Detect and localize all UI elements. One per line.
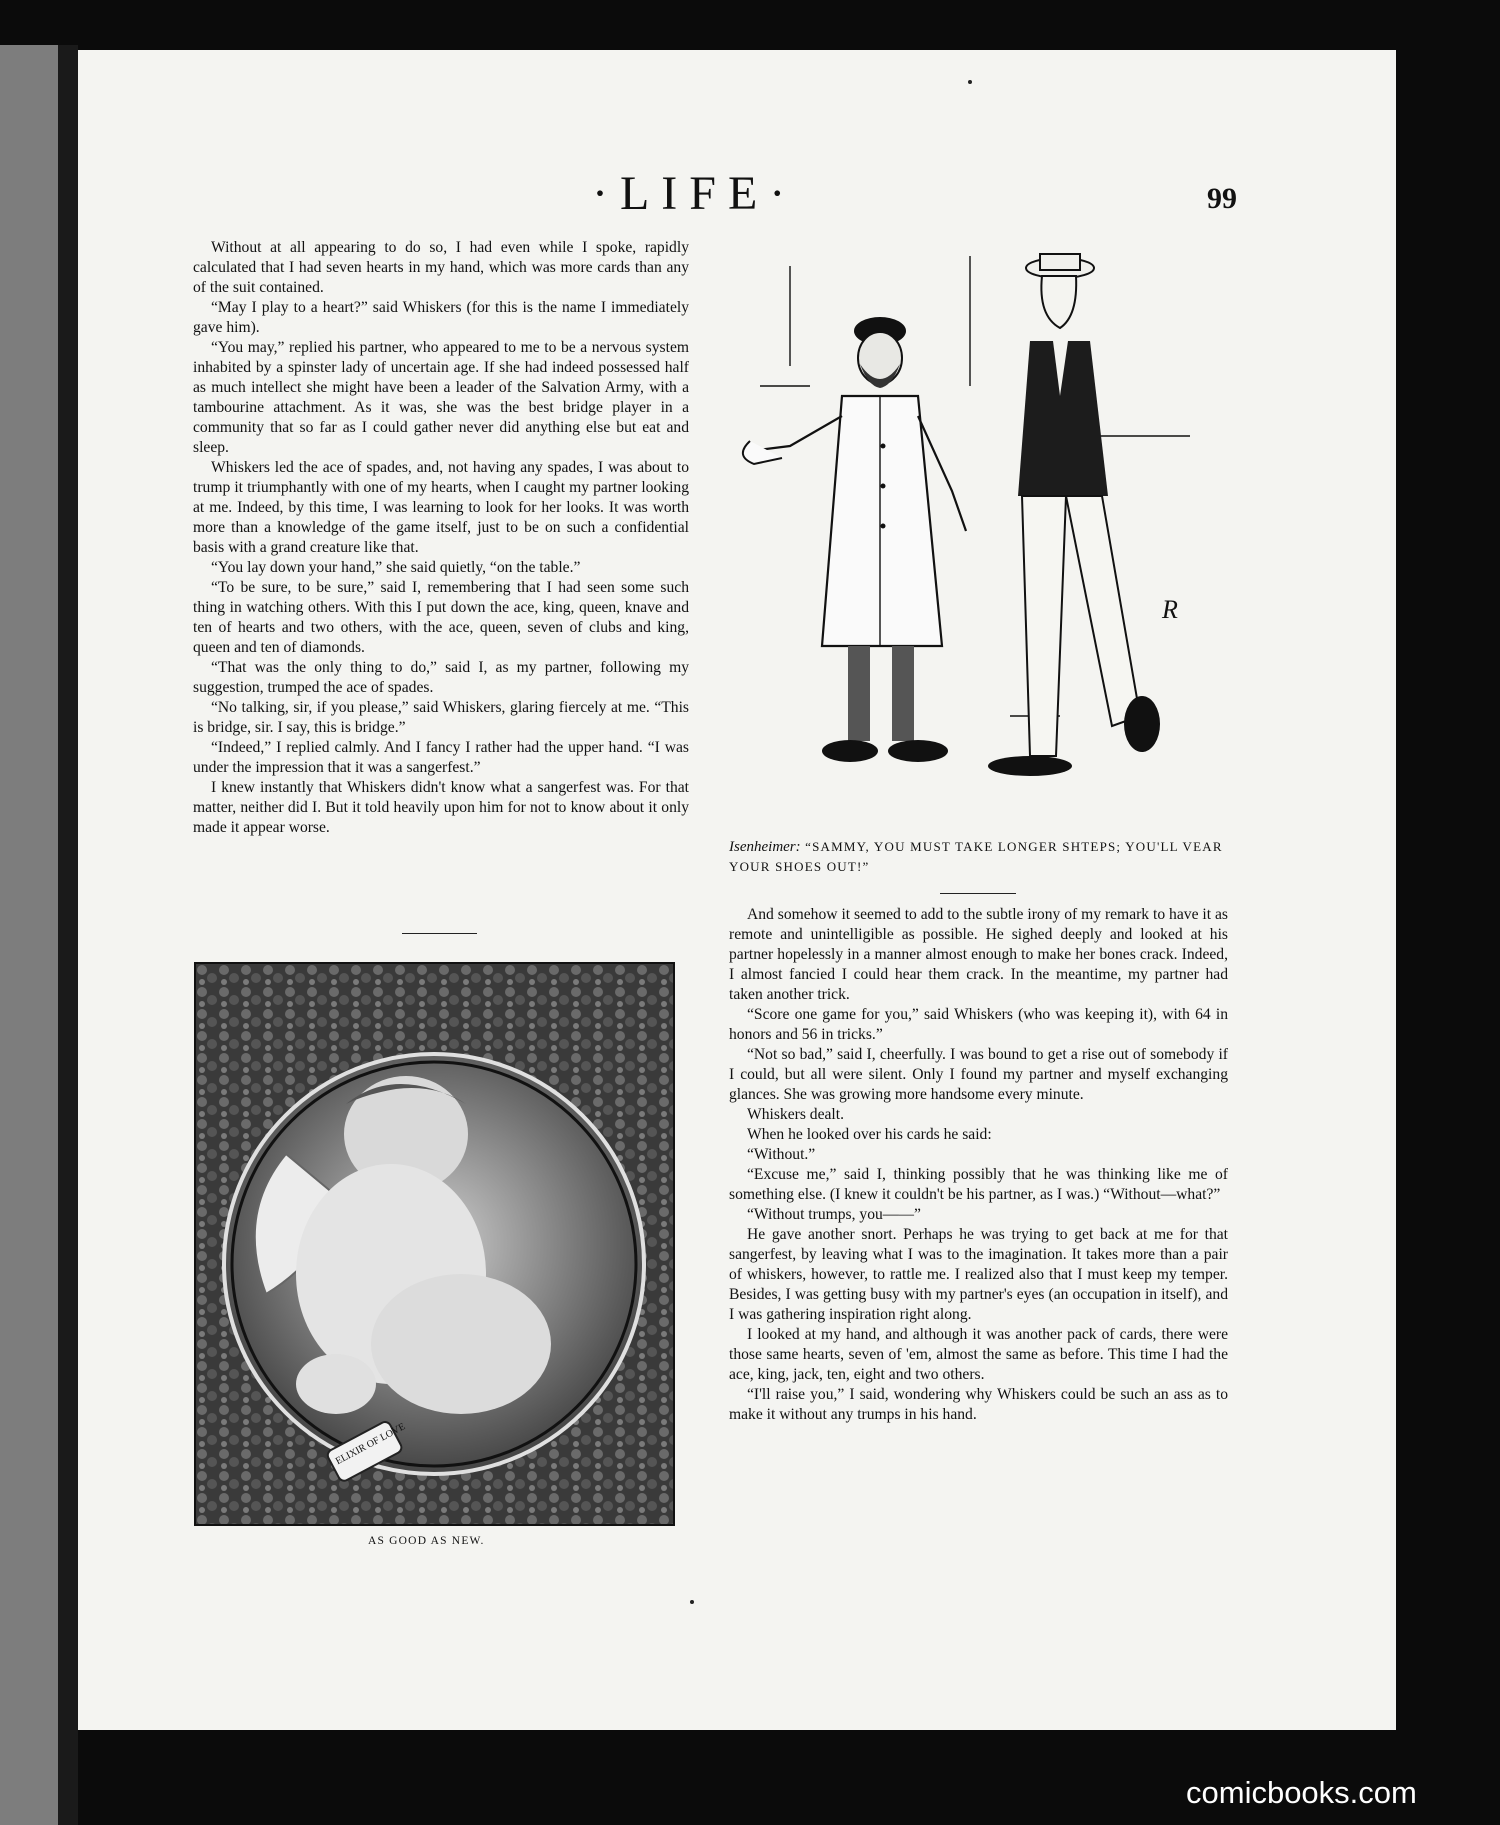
paragraph: “Indeed,” I replied calmly. And I fancy I rather had the upper hand. “I was under the impression that it was a sangerfest.” (193, 739, 689, 776)
paragraph: Without at all appearing to do so, I had even while I spoke, rapidly calculated that I had seven hearts in my hand, which was more cards than any of the suit contained. (193, 239, 689, 296)
paragraph: “Score one game for you,” said Whiskers (who was keeping it), with 64 in honors and 56 in tricks.” (729, 1006, 1228, 1043)
paragraph: “You lay down your hand,” she said quietly, “on the table.” (211, 559, 581, 576)
bottle-label-text: ELIXIR OF LOVE (333, 1421, 408, 1468)
paragraph: I looked at my hand, and although it was another pack of cards, there were those same hearts, seven of 'em, almost the same as before. This time I had the ace, king, jack, ten, eight and two others. (729, 1326, 1228, 1383)
speck (690, 1600, 694, 1604)
sammy-figure (988, 254, 1160, 776)
paragraph: “You may,” replied his partner, who appeared to me to be a nervous system inhabited by a spinster lady of uncertain age. If she had indeed possessed half as much intellect she might have been a leader of the Salvation Army, with a tambourine attachment. As it was, she was the best bridge player in a community that so far as I could gather never did anything else but eat and sleep. (193, 339, 689, 456)
caption-text: “SAMMY, YOU MUST TAKE LONGER SHTEPS; YOU'LL VEAR YOUR SHOES OUT!” (729, 839, 1223, 874)
right-text-column (729, 905, 1228, 1425)
page-number: 99 (1207, 182, 1237, 215)
cartoon-illustration (730, 246, 1200, 821)
paragraph: Whiskers dealt. (747, 1106, 844, 1123)
speck (968, 80, 972, 84)
paragraph: “Not so bad,” said I, cheerfully. I was bound to get a rise out of somebody if I could, but all were silent. Only I found my partner and myself exchanging glances. She was growing more handsome every minute. (729, 1046, 1228, 1103)
facing-page-edge (0, 45, 58, 1825)
left-text-column (193, 238, 689, 838)
paragraph: I knew instantly that Whiskers didn't know what a sangerfest was. For that matter, neither did I. But it told heavily upon him for not to know about it only made it appear worse. (193, 779, 689, 836)
svg-text:R: R (1162, 595, 1178, 624)
book-gutter (58, 45, 78, 1825)
paragraph: “Excuse me,” said I, thinking possibly that he was thinking like me of something else. (I knew it couldn't be his partner, as I was.) “Without—what?” (729, 1166, 1228, 1203)
paragraph: When he looked over his cards he said: (747, 1126, 992, 1143)
paragraph: “Without trumps, you——” (747, 1206, 921, 1223)
cartoon-caption (729, 837, 1226, 877)
paragraph: “To be sure, to be sure,” said I, remembering that I had seen some such thing in watching others. With this I put down the ace, king, queen, knave and ten of hearts and two others, with the ace, queen, seven of clubs and king, queen and ten of diamonds. (193, 579, 689, 656)
paragraph: “No talking, sir, if you please,” said Whiskers, glaring fiercely at me. “This is bridge, sir. I say, this is bridge.” (193, 699, 689, 736)
paragraph: And somehow it seemed to add to the subtle irony of my remark to have it as remote and unintelligible as possible. He sighed deeply and looked at his partner hopelessly in a manner almost enough to make her bones crack. Indeed, I almost fancied I could hear them crack. In the meantime, my partner had taken another trick. (729, 906, 1228, 1003)
section-divider (402, 933, 477, 934)
illustration-caption: AS GOOD AS NEW. (368, 1535, 485, 1547)
paragraph: “That was the only thing to do,” said I, as my partner, following my suggestion, trumped the ace of spades. (193, 659, 689, 696)
whiskers-figure (743, 317, 966, 762)
magazine-title: ·LIFE· (592, 167, 798, 220)
caption-speaker: Isenheimer: (729, 839, 801, 855)
paragraph: “I'll raise you,” I said, wondering why Whiskers could be such an ass as to make it without any trumps in his hand. (729, 1386, 1228, 1423)
paragraph: “Without.” (747, 1146, 816, 1163)
paragraph: He gave another snort. Perhaps he was trying to get back at me for that sangerfest, by leaving what I was to the imagination. It takes more than a pair of whiskers, however, to rattle me. I realized also that I must keep my temper. Besides, I was getting busy with my partner's eyes (an occupation in itself), and I was gathering inspiration right along. (729, 1226, 1228, 1323)
watermark: comicbooks.com (1186, 1775, 1417, 1810)
paragraph: “May I play to a heart?” said Whiskers (for this is the name I immediately gave him). (193, 299, 689, 336)
paragraph: Whiskers led the ace of spades, and, not having any spades, I was about to trump it triumphantly with one of my hearts, when I caught my partner looking at me. Indeed, by this time, I was learning to look for her looks. It was worth more than a knowledge of the game itself, just to be on such a confidential basis with a grand creature like that. (193, 459, 689, 556)
cherub-illustration (194, 962, 675, 1526)
section-divider (940, 893, 1016, 894)
